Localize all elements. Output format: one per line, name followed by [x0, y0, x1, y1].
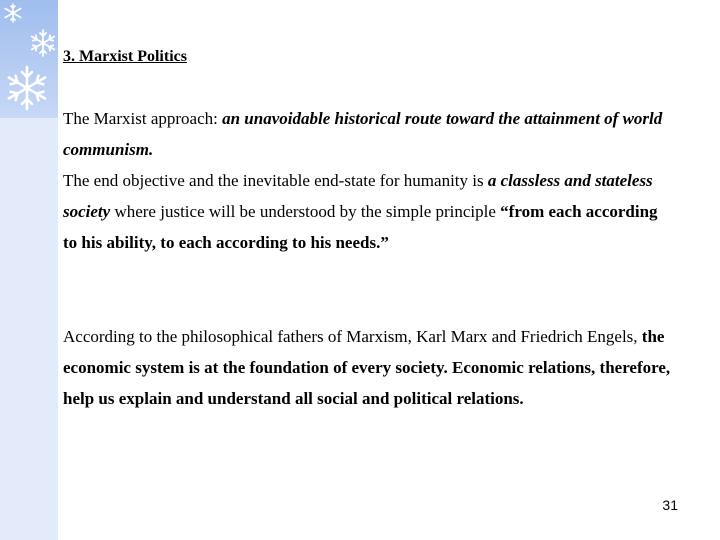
- paragraph-philosophical-fathers: [63, 321, 675, 415]
- snowflake-panel: [0, 0, 58, 118]
- emphasis-text: an unavoidable historical route toward the attainment of world communism.: [63, 109, 663, 160]
- paragraph-marxist-approach: [63, 103, 675, 165]
- quote-text: “from each according to his ability, to each according to his needs.”: [63, 202, 658, 253]
- bold-text: the economic system is at the foundation of every society. Economic relations, therefore, help us explain and understand all social and political relations.: [63, 327, 671, 409]
- snowflake-icon: [28, 28, 58, 58]
- paragraph-text: The Marxist approach:: [63, 109, 223, 128]
- snowflake-icon: [3, 64, 51, 112]
- paragraph-text: where justice will be understood by the simple principle: [110, 202, 501, 222]
- snowflake-icon: [3, 3, 23, 23]
- slide-title: 3. Marxist Politics: [63, 48, 187, 65]
- paragraph-end-objective: [63, 165, 675, 259]
- paragraph-text: According to the philosophical fathers of Marxism, Karl Marx and Friedrich Engels,: [63, 327, 642, 346]
- paragraph-text: The end objective and the inevitable end-state for humanity is: [63, 171, 488, 190]
- page-number: 31: [662, 497, 678, 513]
- emphasis-text: a classless and stateless society: [63, 171, 653, 222]
